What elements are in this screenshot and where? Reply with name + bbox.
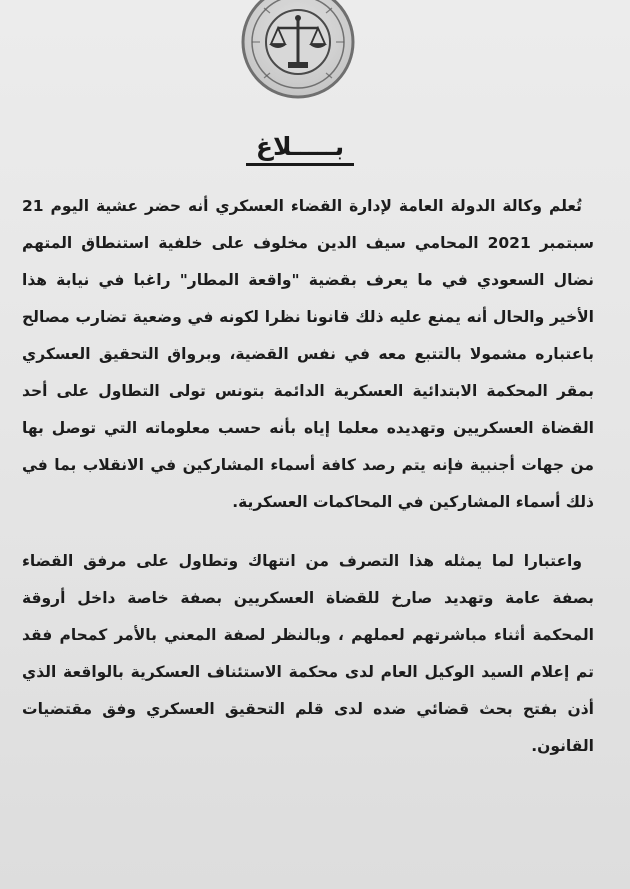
title-text: بـــــلاغ <box>246 132 354 166</box>
statement-body <box>22 188 594 765</box>
paragraph-2: واعتبارا لما يمثله هذا التصرف من انتهاك وتطاول على مرفق القضاء بصفة عامة وتهديد صارخ للقضاة العسكريين بصفة خاصة داخل أروقة المحكمة أثناء مباشرتهم لعملهم ، وبالنظر لصفة المعني بالأمر كمحام فقد تم إعلام السيد الوكيل العام لدى محكمة الاستئناف العسكرية بالواقعة الذي أذن بفتح بحث قضائي ضده لدى قلم التحقيق العسكري وفق مقتضيات القانون. <box>22 552 594 755</box>
page-title <box>0 132 600 161</box>
paragraph-1: تُعلم وكالة الدولة العامة لإدارة القضاء العسكري أنه حضر عشية اليوم 21 سبتمبر 2021 المحامي سيف الدين مخلوف على خلفية استنطاق المتهم نضال السعودي في ما يعرف بقضية "واقعة المطار" راغبا في نيابة هذا الأخير والحال أنه يمنع عليه ذلك قانونا نظرا لكونه في وضعية تضارب مصالح باعتباره مشمولا بالتتبع معه في نفس القضية، وبرواق التحقيق العسكري بمقر المحكمة الابتدائية العسكرية الدائمة بتونس تولى التطاول على أحد القضاة العسكريين وتهديده معلما إياه بأنه حسب معلوماته التي توصل بها من جهات أجنبية فإنه يتم رصد كافة أسماء المشاركين في الانقلاب بما في ذلك أسماء المشاركين في المحاكمات العسكرية. <box>22 197 594 511</box>
ministry-seal-logo <box>238 0 358 104</box>
